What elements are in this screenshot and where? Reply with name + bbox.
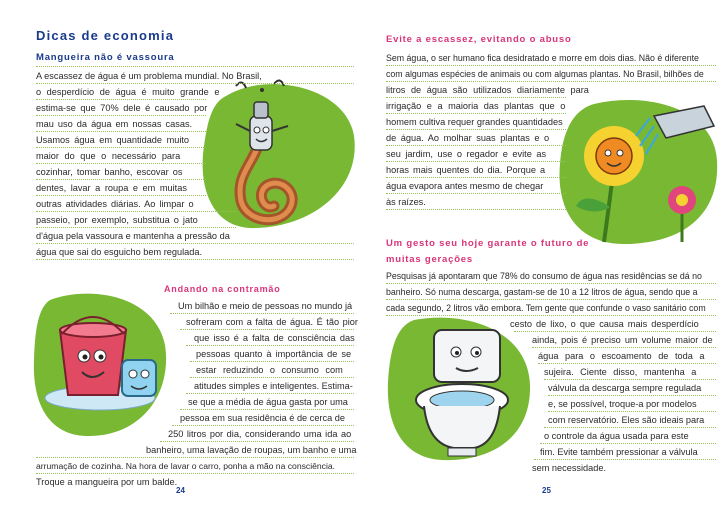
paragraph-line: que isso é a falta de consciência das bbox=[194, 333, 355, 343]
paragraph-line: sem necessidade. bbox=[532, 463, 607, 473]
paragraph-line: com algumas espécies de animais ou com algumas plantas. No Brasil, bilhões de bbox=[386, 69, 704, 79]
left-page-subtitle: Mangueira não é vassoura bbox=[36, 52, 175, 63]
paragraph-line: mau uso da água em nossas casas. bbox=[36, 119, 193, 129]
paragraph-line: outras atividades diárias. Ao limpar o bbox=[36, 199, 194, 209]
paragraph-line: o controle da água usada para este bbox=[544, 431, 689, 441]
paragraph-line: 250 litros por dia, considerando uma ida ao bbox=[168, 429, 352, 439]
paragraph-line: arrumação de cozinha. Na hora de lavar o carro, ponha a mão na consciência. bbox=[36, 461, 336, 471]
paragraph-line: dentes, lavar a roupa e em muitas bbox=[36, 183, 187, 193]
flower-watering-can-icon bbox=[554, 96, 720, 251]
paragraph-line: de água. Ao molhar suas plantas e o bbox=[386, 133, 550, 143]
paragraph-line: d'água pela vassoura e mantenha a pressão da bbox=[36, 231, 230, 241]
paragraph-line: pessoa em sua residência é de cerca de bbox=[180, 413, 345, 423]
paragraph-line: litros de água são utilizados diariamente para bbox=[386, 85, 589, 95]
paragraph-line: seu jardim, use o regador e evite as bbox=[386, 149, 547, 159]
section-title-continued: muitas gerações bbox=[386, 254, 473, 265]
paragraph-line: atitudes simples e inteligentes. Estima- bbox=[194, 381, 353, 391]
paragraph-line: sofreram com a falta de água. É tão pior bbox=[186, 317, 358, 327]
paragraph-line: às raízes. bbox=[386, 197, 426, 207]
paragraph-line: pessoas quanto à importância de se bbox=[196, 349, 352, 359]
paragraph-line: cada segundo, 2 litros vão embora. Tem gente que confunde o vaso sanitário com bbox=[386, 303, 706, 313]
paragraph-line: Usamos água em quantidade muito bbox=[36, 135, 190, 145]
paragraph-line: estima-se que 70% dele é causado por bbox=[36, 103, 208, 113]
page-number: 24 bbox=[176, 486, 185, 495]
paragraph-line: o desperdício de água é muito grande e bbox=[36, 87, 220, 97]
paragraph-line: água evapora antes mesmo de chegar bbox=[386, 181, 544, 191]
paragraph-line: se que a média de água gasta por uma bbox=[188, 397, 348, 407]
right-page-title: Evite a escassez, evitando o abuso bbox=[386, 34, 572, 45]
paragraph-line: homem cultiva requer grandes quantidades bbox=[386, 117, 563, 127]
paragraph-line: irrigação e a maioria das plantas que o bbox=[386, 101, 566, 111]
paragraph-line: banheiro, uma lavação de roupas, um banho e uma bbox=[146, 445, 357, 455]
right-page bbox=[364, 0, 728, 510]
paragraph-line: ainda, pois é preciso um volume maior de bbox=[532, 335, 713, 345]
paragraph-line: Pesquisas já apontaram que 78% do consumo de água nas residências se dá no bbox=[386, 271, 702, 281]
paragraph-line: passeio, por exemplo, substitua o jato bbox=[36, 215, 198, 225]
paragraph-line: banheiro. Só numa descarga, gastam-se de 10 a 12 litros de água, sendo que a bbox=[386, 287, 698, 297]
paragraph-line: horas mais quentes do dia. Porque a bbox=[386, 165, 546, 175]
bucket-sponge-icon bbox=[30, 290, 170, 443]
paragraph-line: água que sai do esguicho bem regulada. bbox=[36, 247, 203, 257]
paragraph-line: e, se possível, troque-a por modelos bbox=[548, 399, 697, 409]
paragraph-line: sujeira. Ciente disso, mantenha a bbox=[544, 367, 697, 377]
paragraph-line: cozinhar, tomar banho, escovar os bbox=[36, 167, 183, 177]
paragraph-line: Sem água, o ser humano fica desidratado e morre em dois dias. Não é diferente bbox=[386, 53, 699, 63]
toilet-icon bbox=[384, 314, 534, 469]
paragraph-line: água para o escoamento de toda a bbox=[538, 351, 705, 361]
hose-faucet-icon bbox=[196, 76, 360, 241]
page-number: 25 bbox=[542, 486, 551, 495]
section-title: Andando na contramão bbox=[164, 284, 281, 294]
paragraph-line: Um bilhão e meio de pessoas no mundo já bbox=[178, 301, 353, 311]
section-title: Um gesto seu hoje garante o futuro de bbox=[386, 238, 590, 249]
paragraph-line: estar reduzindo o consumo com bbox=[196, 365, 343, 375]
paragraph-line: com reservatório. Eles são ideais para bbox=[548, 415, 705, 425]
paragraph-line: válvula da descarga sempre regulada bbox=[548, 383, 702, 393]
paragraph-line: cesto de lixo, o que causa mais desperdício bbox=[510, 319, 699, 329]
divider bbox=[36, 66, 354, 67]
left-page-title: Dicas de economia bbox=[36, 28, 175, 43]
paragraph-line: Troque a mangueira por um balde. bbox=[36, 477, 178, 487]
paragraph-line: fim. Evite também pressionar a válvula bbox=[540, 447, 698, 457]
paragraph-line: A escassez de água é um problema mundial. No Brasil, bbox=[36, 71, 262, 81]
paragraph-line: maior do que o necessário para bbox=[36, 151, 181, 161]
